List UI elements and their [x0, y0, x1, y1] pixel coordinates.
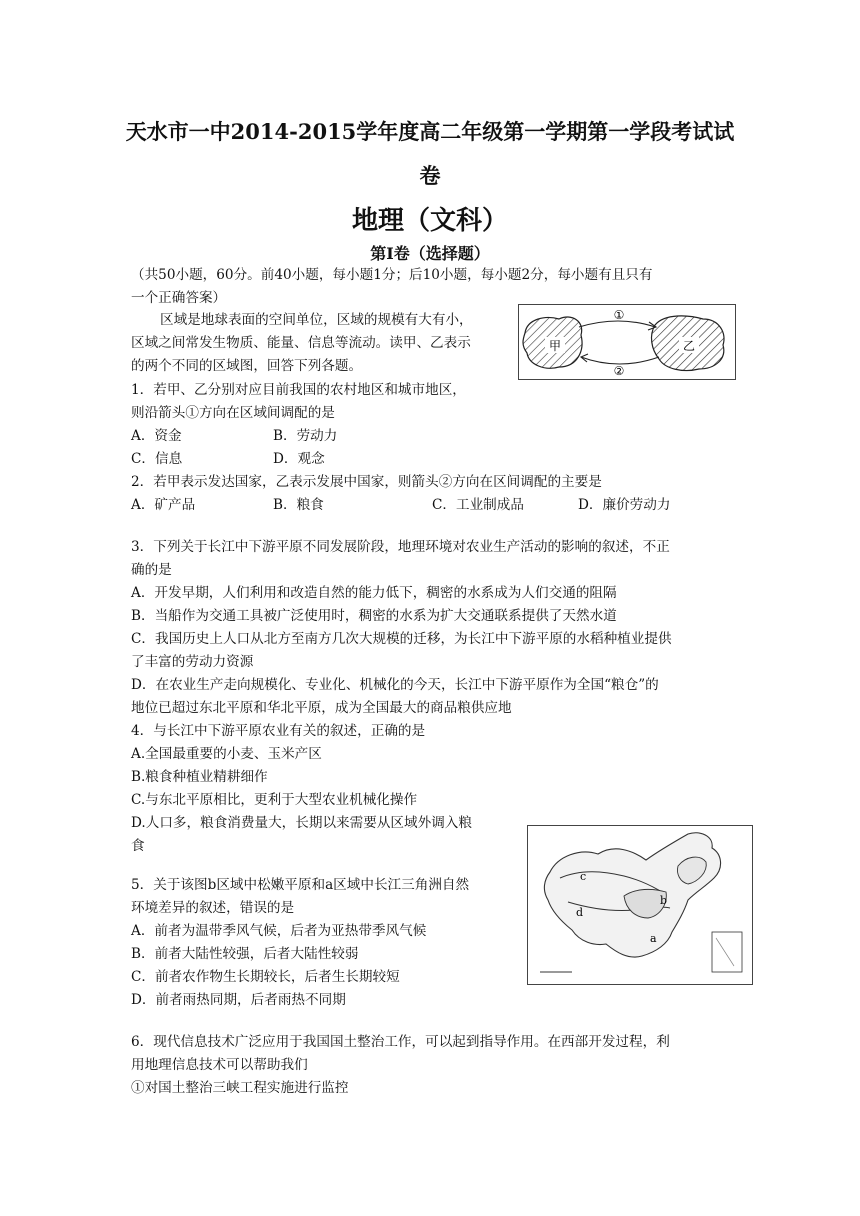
arrow-2-label: ②	[613, 364, 625, 378]
map-label-b: b	[660, 894, 668, 907]
q3-option-d-line2: 地位已超过东北平原和华北平原，成为全国最大的商品粮供应地	[131, 700, 512, 716]
region-yi-label: 乙	[682, 339, 696, 353]
q1-option-b: B．劳动力	[273, 428, 338, 444]
intro-line2: 区域之间常发生物质、能量、信息等流动。读甲、乙表示	[131, 335, 471, 351]
q5-option-b: B．前者大陆性较强，后者大陆性较弱	[131, 946, 359, 962]
q1-option-a: A．资金	[131, 428, 182, 444]
instructions-line1: （共50小题，60分。前40小题，每小题1分；后10小题，每小题2分，每小题有且只有	[131, 267, 653, 283]
q1-stem-line1: 1．若甲、乙分别对应目前我国的农村地区和城市地区，	[131, 382, 466, 398]
q2-option-c: C．工业制成品	[432, 497, 524, 513]
exam-title-line2: 卷	[419, 163, 441, 188]
q6-option-1: ①对国土整治三峡工程实施进行监控	[131, 1080, 349, 1096]
q2-option-b: B．粮食	[273, 497, 324, 513]
q6-stem-line2: 用地理信息技术可以帮助我们	[131, 1057, 308, 1073]
subject-title: 地理（文科）	[351, 206, 508, 236]
q5-stem-line1: 5．关于该图b区域中松嫩平原和a区域中长江三角洲自然	[131, 877, 470, 893]
q4-option-c: C.与东北平原相比，更利于大型农业机械化操作	[131, 792, 418, 808]
q5-option-d: D．前者雨热同期，后者雨热不同期	[131, 992, 346, 1008]
region-flow-svg	[519, 305, 735, 379]
q4-stem: 4．与长江中下游平原农业有关的叙述，正确的是	[131, 723, 426, 739]
q1-stem-line2: 则沿箭头①方向在区域间调配的是	[131, 405, 335, 421]
q1-option-d: D．观念	[273, 451, 325, 467]
arrow-1-label: ①	[613, 308, 625, 322]
section-title: 第Ⅰ卷（选择题）	[370, 244, 490, 263]
q5-option-c: C．前者农作物生长期较长，后者生长期较短	[131, 969, 400, 985]
q4-option-a: A.全国最重要的小麦、玉米产区	[131, 746, 322, 762]
intro-line1: 区域是地球表面的空间单位，区域的规模有大有小，	[160, 312, 473, 328]
q6-stem-line1: 6．现代信息技术广泛应用于我国国土整治工作，可以起到指导作用。在西部开发过程，利	[131, 1034, 670, 1050]
q3-stem-line1: 3．下列关于长江中下游平原不同发展阶段，地理环境对农业生产活动的影响的叙述，不正	[131, 539, 670, 555]
q4-option-d-line1: D.人口多，粮食消费量大，长期以来需要从区域外调入粮	[131, 815, 472, 831]
q4-option-b: B.粮食种植业精耕细作	[131, 769, 268, 785]
map-label-a: a	[650, 932, 657, 945]
q3-option-d-line1: D．在农业生产走向规模化、专业化、机械化的今天，长江中下游平原作为全国“粮仓”的	[131, 677, 659, 693]
q3-option-c-line2: 了丰富的劳动力资源	[131, 654, 254, 670]
q5-stem-line2: 环境差异的叙述，错误的是	[131, 900, 295, 916]
q3-option-c-line1: C．我国历史上人口从北方至南方几次大规模的迁移，为长江中下游平原的水稻种植业提供	[131, 631, 672, 647]
q2-stem: 2．若甲表示发达国家，乙表示发展中国家，则箭头②方向在区间调配的主要是	[131, 474, 602, 490]
q2-option-a: A．矿产品	[131, 497, 196, 513]
map-label-c: c	[580, 870, 587, 883]
intro-line3: 的两个不同的区域图，回答下列各题。	[131, 358, 363, 374]
instructions-line2: 一个正确答案）	[131, 290, 227, 306]
map-label-d: d	[576, 906, 584, 919]
china-region-map-svg	[528, 826, 752, 984]
arrow-2	[581, 357, 659, 364]
q1-option-c: C．信息	[131, 451, 183, 467]
region-jia-label: 甲	[548, 339, 562, 353]
q5-option-a: A．前者为温带季风气候，后者为亚热带季风气候	[131, 923, 427, 939]
q4-option-d-line2: 食	[131, 838, 145, 854]
q3-option-a: A．开发早期，人们利用和改造自然的能力低下，稠密的水系成为人们交通的阻隔	[131, 585, 617, 601]
china-region-map	[527, 825, 753, 985]
q2-option-d: D．廉价劳动力	[578, 497, 671, 513]
q3-option-b: B．当船作为交通工具被广泛使用时，稠密的水系为扩大交通联系提供了天然水道	[131, 608, 617, 624]
region-flow-diagram	[518, 304, 736, 380]
exam-title-line1: 天水市一中2014-2015学年度高二年级第一学期第一学段考试试	[125, 119, 735, 144]
q3-stem-line2: 确的是	[131, 562, 172, 578]
